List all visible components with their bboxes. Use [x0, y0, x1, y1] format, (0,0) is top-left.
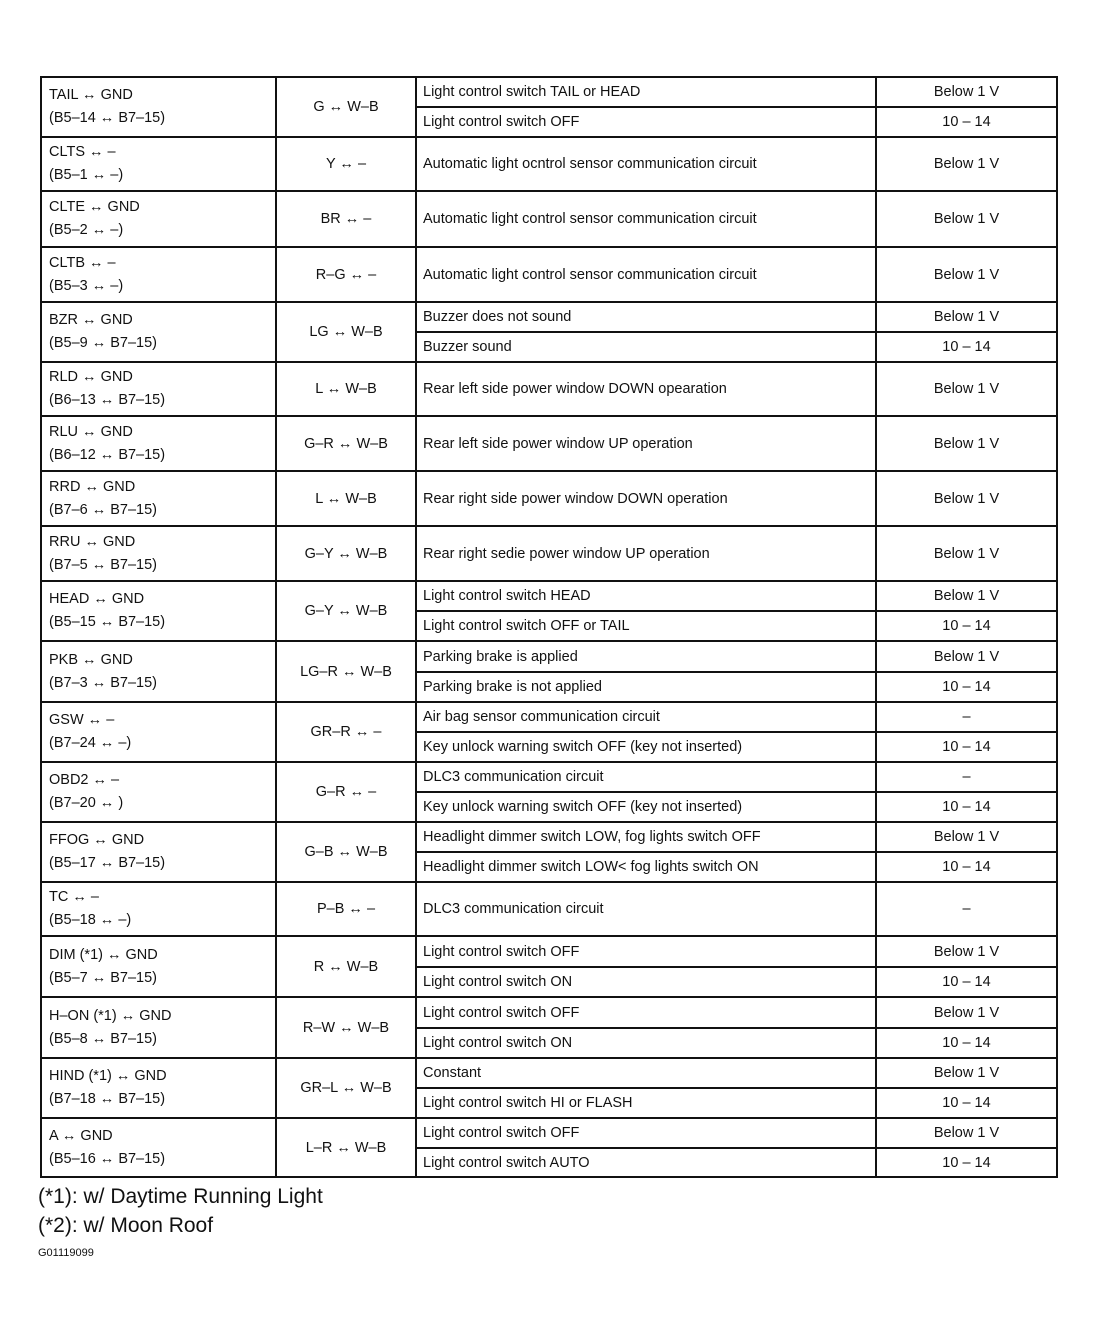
wiring-color-cell: GR–L ↔ W–B: [276, 1058, 416, 1118]
table-row: [41, 641, 1057, 672]
table-row: [41, 997, 1057, 1028]
wiring-color-cell: L–R ↔ W–B: [276, 1118, 416, 1177]
wiring-color-cell: G–Y ↔ W–B: [276, 526, 416, 581]
table-row: [41, 1058, 1057, 1088]
specified-value-cell: Below 1 V: [876, 416, 1057, 471]
condition-cell: Buzzer does not sound: [416, 302, 876, 332]
wiring-color-cell: G–Y ↔ W–B: [276, 581, 416, 641]
terminal-name: H–ON (*1) ↔ GND: [49, 1007, 172, 1024]
specified-value-cell: Below 1 V: [876, 137, 1057, 191]
terminal-cell: [41, 762, 276, 822]
terminal-pins: (B5–8 ↔ B7–15): [49, 1030, 158, 1047]
condition-cell: Headlight dimmer switch LOW, fog lights switch OFF: [416, 822, 876, 852]
terminal-cell: [41, 882, 276, 936]
specified-value-cell: Below 1 V: [876, 191, 1057, 247]
terminal-cell: [41, 191, 276, 247]
specified-value-cell: Below 1 V: [876, 77, 1057, 107]
terminal-name: BZR ↔ GND: [49, 312, 133, 328]
terminal-name: PKB ↔ GND: [49, 651, 133, 668]
terminal-cell: [41, 471, 276, 526]
terminal-cell: [41, 641, 276, 702]
terminal-pins: (B5–1 ↔ –): [49, 167, 124, 183]
condition-cell: Rear left side power window DOWN opearation: [416, 362, 876, 416]
wiring-color-cell: Y ↔ –: [276, 137, 416, 191]
wiring-color-cell: G–R ↔ –: [276, 762, 416, 822]
specified-value-cell: Below 1 V: [876, 302, 1057, 332]
terminal-pins: (B7–6 ↔ B7–15): [49, 501, 158, 518]
specified-value-cell: 10 – 14: [876, 732, 1057, 762]
specified-value-cell: Below 1 V: [876, 936, 1057, 967]
terminal-name: RLD ↔ GND: [49, 369, 133, 385]
footnote: (*2): w/ Moon Roof: [38, 1214, 214, 1237]
wiring-color-cell: LG–R ↔ W–B: [276, 641, 416, 702]
condition-cell: DLC3 communication circuit: [416, 762, 876, 792]
terminal-cell: [41, 247, 276, 302]
condition-cell: Constant: [416, 1058, 876, 1088]
condition-cell: Light control switch OFF: [416, 936, 876, 967]
specified-value-cell: 10 – 14: [876, 107, 1057, 137]
table-row: [41, 882, 1057, 936]
table-row: [41, 471, 1057, 526]
terminal-cell: [41, 526, 276, 581]
condition-cell: DLC3 communication circuit: [416, 882, 876, 936]
terminal-cell: [41, 936, 276, 997]
specified-value-cell: Below 1 V: [876, 471, 1057, 526]
wiring-color-cell: R–G ↔ –: [276, 247, 416, 302]
wiring-color-cell: L ↔ W–B: [276, 362, 416, 416]
specified-value-cell: –: [876, 882, 1057, 936]
condition-cell: Key unlock warning switch OFF (key not inserted): [416, 732, 876, 762]
terminal-pins: (B5–16 ↔ B7–15): [49, 1150, 166, 1167]
condition-cell: Rear left side power window UP operation: [416, 416, 876, 471]
terminal-cell: [41, 416, 276, 471]
specified-value-cell: Below 1 V: [876, 581, 1057, 611]
wiring-color-cell: P–B ↔ –: [276, 882, 416, 936]
terminal-cell: [41, 822, 276, 882]
table-row: [41, 702, 1057, 732]
terminal-pins: (B5–17 ↔ B7–15): [49, 855, 166, 871]
terminal-name: DIM (*1) ↔ GND: [49, 946, 158, 963]
table-row: [41, 936, 1057, 967]
condition-cell: Light control switch OFF: [416, 1118, 876, 1148]
table-row: [41, 77, 1057, 107]
condition-cell: Light control switch OFF or TAIL: [416, 611, 876, 641]
terminal-cell: [41, 702, 276, 762]
specified-value-cell: 10 – 14: [876, 967, 1057, 997]
condition-cell: Light control switch HI or FLASH: [416, 1088, 876, 1118]
condition-cell: Automatic light ocntrol sensor communication circuit: [416, 137, 876, 191]
condition-cell: Automatic light control sensor communication circuit: [416, 247, 876, 302]
terminal-name: OBD2 ↔ –: [49, 772, 120, 788]
table-row: [41, 581, 1057, 611]
terminal-pins: (B5–2 ↔ –): [49, 222, 124, 238]
wiring-color-cell: G ↔ W–B: [276, 77, 416, 137]
terminal-pins: (B5–7 ↔ B7–15): [49, 969, 158, 986]
terminal-cell: [41, 77, 276, 137]
condition-cell: Light control switch OFF: [416, 107, 876, 137]
terminal-pins: (B5–3 ↔ –): [49, 277, 124, 294]
footnotes: [38, 1182, 323, 1240]
wiring-color-cell: LG ↔ W–B: [276, 302, 416, 362]
condition-cell: Buzzer sound: [416, 332, 876, 362]
terminal-name: HIND (*1) ↔ GND: [49, 1068, 167, 1084]
table-row: [41, 1118, 1057, 1148]
terminal-name: GSW ↔ –: [49, 712, 115, 728]
terminal-cell: [41, 302, 276, 362]
wiring-color-cell: BR ↔ –: [276, 191, 416, 247]
specified-value-cell: Below 1 V: [876, 526, 1057, 581]
terminal-name: CLTS ↔ –: [49, 144, 116, 160]
terminal-name: RRD ↔ GND: [49, 478, 136, 495]
condition-cell: Light control switch OFF: [416, 997, 876, 1028]
terminal-pins: (B7–18 ↔ B7–15): [49, 1091, 166, 1107]
figure-id: G01119099: [38, 1247, 94, 1259]
specified-value-cell: Below 1 V: [876, 1118, 1057, 1148]
table-row: [41, 822, 1057, 852]
specified-value-cell: Below 1 V: [876, 997, 1057, 1028]
terminal-pins: (B5–9 ↔ B7–15): [49, 335, 158, 351]
table-body: [41, 77, 1057, 1177]
terminal-name: CLTE ↔ GND: [49, 199, 140, 215]
table-row: [41, 247, 1057, 302]
condition-cell: Key unlock warning switch OFF (key not inserted): [416, 792, 876, 822]
condition-cell: Rear right sedie power window UP operation: [416, 526, 876, 581]
condition-cell: Light control switch AUTO: [416, 1148, 876, 1177]
terminal-pins: (B6–13 ↔ B7–15): [49, 392, 166, 408]
specified-value-cell: Below 1 V: [876, 822, 1057, 852]
specified-value-cell: 10 – 14: [876, 611, 1057, 641]
terminal-cell: [41, 362, 276, 416]
specified-value-cell: 10 – 14: [876, 1148, 1057, 1177]
wiring-color-cell: GR–R ↔ –: [276, 702, 416, 762]
terminal-cell: [41, 581, 276, 641]
condition-cell: Light control switch ON: [416, 1028, 876, 1058]
condition-cell: Light control switch TAIL or HEAD: [416, 77, 876, 107]
condition-cell: Rear right side power window DOWN operation: [416, 471, 876, 526]
condition-cell: Light control switch ON: [416, 967, 876, 997]
terminal-cell: [41, 1118, 276, 1177]
terminal-pins: (B7–20 ↔ ): [49, 795, 124, 811]
terminal-pins: (B5–14 ↔ B7–15): [49, 110, 166, 126]
table-row: [41, 762, 1057, 792]
condition-cell: Automatic light control sensor communication circuit: [416, 191, 876, 247]
specified-value-cell: 10 – 14: [876, 332, 1057, 362]
terminal-cell: [41, 997, 276, 1058]
terminal-name: FFOG ↔ GND: [49, 832, 145, 848]
specified-value-cell: 10 – 14: [876, 792, 1057, 822]
terminal-name: HEAD ↔ GND: [49, 591, 145, 607]
terminal-pins: (B7–24 ↔ –): [49, 735, 132, 751]
specified-value-cell: Below 1 V: [876, 641, 1057, 672]
table-row: [41, 362, 1057, 416]
specified-value-cell: –: [876, 762, 1057, 792]
terminal-pins: (B7–3 ↔ B7–15): [49, 674, 158, 691]
wiring-color-cell: R ↔ W–B: [276, 936, 416, 997]
terminal-name: RRU ↔ GND: [49, 533, 136, 550]
condition-cell: Air bag sensor communication circuit: [416, 702, 876, 732]
terminal-cell: [41, 1058, 276, 1118]
specified-value-cell: Below 1 V: [876, 362, 1057, 416]
specified-value-cell: 10 – 14: [876, 672, 1057, 702]
wiring-color-cell: L ↔ W–B: [276, 471, 416, 526]
condition-cell: Parking brake is applied: [416, 641, 876, 672]
condition-cell: Light control switch HEAD: [416, 581, 876, 611]
terminal-cell: [41, 137, 276, 191]
table-row: [41, 416, 1057, 471]
terminal-name: TC ↔ –: [49, 889, 99, 905]
terminal-pins: (B7–5 ↔ B7–15): [49, 556, 158, 573]
terminal-pins: (B5–15 ↔ B7–15): [49, 614, 166, 630]
specified-value-cell: Below 1 V: [876, 247, 1057, 302]
condition-cell: Headlight dimmer switch LOW< fog lights switch ON: [416, 852, 876, 882]
footnote: (*1): w/ Daytime Running Light: [38, 1185, 323, 1208]
specified-value-cell: 10 – 14: [876, 1028, 1057, 1058]
specified-value-cell: 10 – 14: [876, 852, 1057, 882]
terminal-voltage-table: [40, 76, 1058, 1178]
table-row: [41, 191, 1057, 247]
terminal-name: A ↔ GND: [49, 1127, 113, 1144]
wiring-color-cell: G–R ↔ W–B: [276, 416, 416, 471]
table-row: [41, 526, 1057, 581]
table-row: [41, 137, 1057, 191]
terminal-pins: (B5–18 ↔ –): [49, 912, 132, 928]
condition-cell: Parking brake is not applied: [416, 672, 876, 702]
wiring-color-cell: R–W ↔ W–B: [276, 997, 416, 1058]
wiring-color-cell: G–B ↔ W–B: [276, 822, 416, 882]
terminal-name: RLU ↔ GND: [49, 423, 133, 440]
table-row: [41, 302, 1057, 332]
specified-value-cell: Below 1 V: [876, 1058, 1057, 1088]
terminal-name: TAIL ↔ GND: [49, 87, 133, 103]
specified-value-cell: 10 – 14: [876, 1088, 1057, 1118]
terminal-name: CLTB ↔ –: [49, 254, 116, 271]
specified-value-cell: –: [876, 702, 1057, 732]
terminal-pins: (B6–12 ↔ B7–15): [49, 446, 166, 463]
